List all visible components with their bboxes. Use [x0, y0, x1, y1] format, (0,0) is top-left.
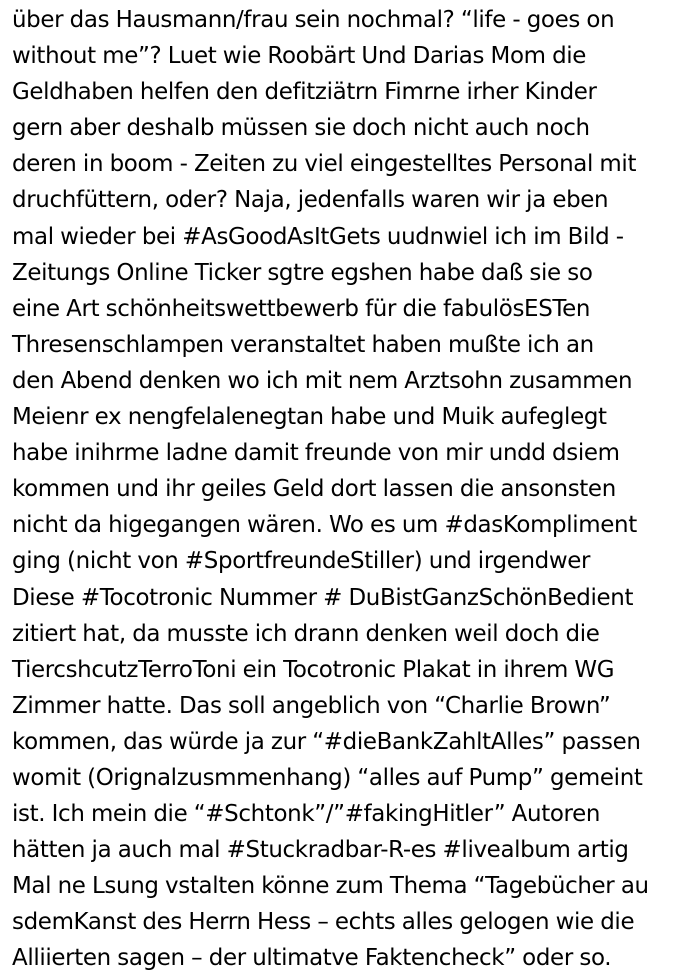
text-line: über das Hausmann/frau sein nochmal? “life - goes on — [12, 7, 615, 33]
text-line: nicht da higegangen wären. Wo es um #dasKompliment — [12, 512, 637, 539]
text-line: Geldhaben helfen den defitziätrn Fimrne irher Kinder — [12, 79, 597, 106]
text-line: Thresenschlampen veranstaltet haben mußte ich an — [12, 331, 594, 358]
document-text — [12, 2, 684, 977]
text-line: druchfüttern, oder? Naja, jedenfalls waren wir ja eben — [12, 187, 609, 214]
text-line: zitiert hat, da musste ich drann denken weil doch die — [12, 620, 600, 647]
text-line: mal wieder bei #AsGoodAsItGets uudnwiel ich im Bild - — [12, 223, 624, 250]
text-line: habe inihrme ladne damit freunde von mir undd dsiem — [12, 440, 620, 467]
text-line: Mal ne Lsung vstalten könne zum Thema “Tagebücher au — [12, 873, 649, 900]
text-line: TiercshcutzTerroToni ein Tocotronic Plakat in ihrem WG — [12, 656, 615, 683]
text-line: womit (Orignalzusmmenhang) “alles auf Pump” gemeint — [12, 764, 643, 791]
text-line: sdemKanst des Herrn Hess – echts alles gelogen wie die — [12, 909, 635, 936]
text-line: Zeitungs Online Ticker sgtre egshen habe daß sie so — [12, 259, 593, 286]
text-line: Diese #Tocotronic Nummer # DuBistGanzSchönBedient — [12, 584, 634, 611]
text-line: Meienr ex nengfelalenegtan habe und Muik aufeglegt — [12, 404, 607, 431]
text-line: Alliierten sagen – der ultimatve Faktencheck” oder so. — [12, 945, 612, 972]
text-line: ging (nicht von #SportfreundeStiller) und irgendwer — [12, 548, 591, 575]
text-line: hätten ja auch mal #Stuckradbar-R-es #livealbum artig — [12, 837, 629, 864]
text-line: kommen und ihr geiles Geld dort lassen die ansonsten — [12, 476, 616, 503]
text-line: Zimmer hatte. Das soll angeblich von “Charlie Brown” — [12, 692, 611, 719]
text-line: gern aber deshalb müssen sie doch nicht auch noch — [12, 115, 590, 142]
text-line: ist. Ich mein die “#Schtonk”/”#fakingHitler” Autoren — [12, 801, 601, 828]
text-line: without me”? Luet wie Roobärt Und Darias Mom die — [12, 43, 587, 70]
text-line: kommen, das würde ja zur “#dieBankZahltAlles” passen — [12, 728, 641, 755]
text-line: deren in boom - Zeiten zu viel eingestelltes Personal mit — [12, 151, 637, 178]
text-line: den Abend denken wo ich mit nem Arztsohn zusammen — [12, 367, 633, 394]
text-line: eine Art schönheitswettbewerb für die fabulösESTen — [12, 295, 591, 322]
